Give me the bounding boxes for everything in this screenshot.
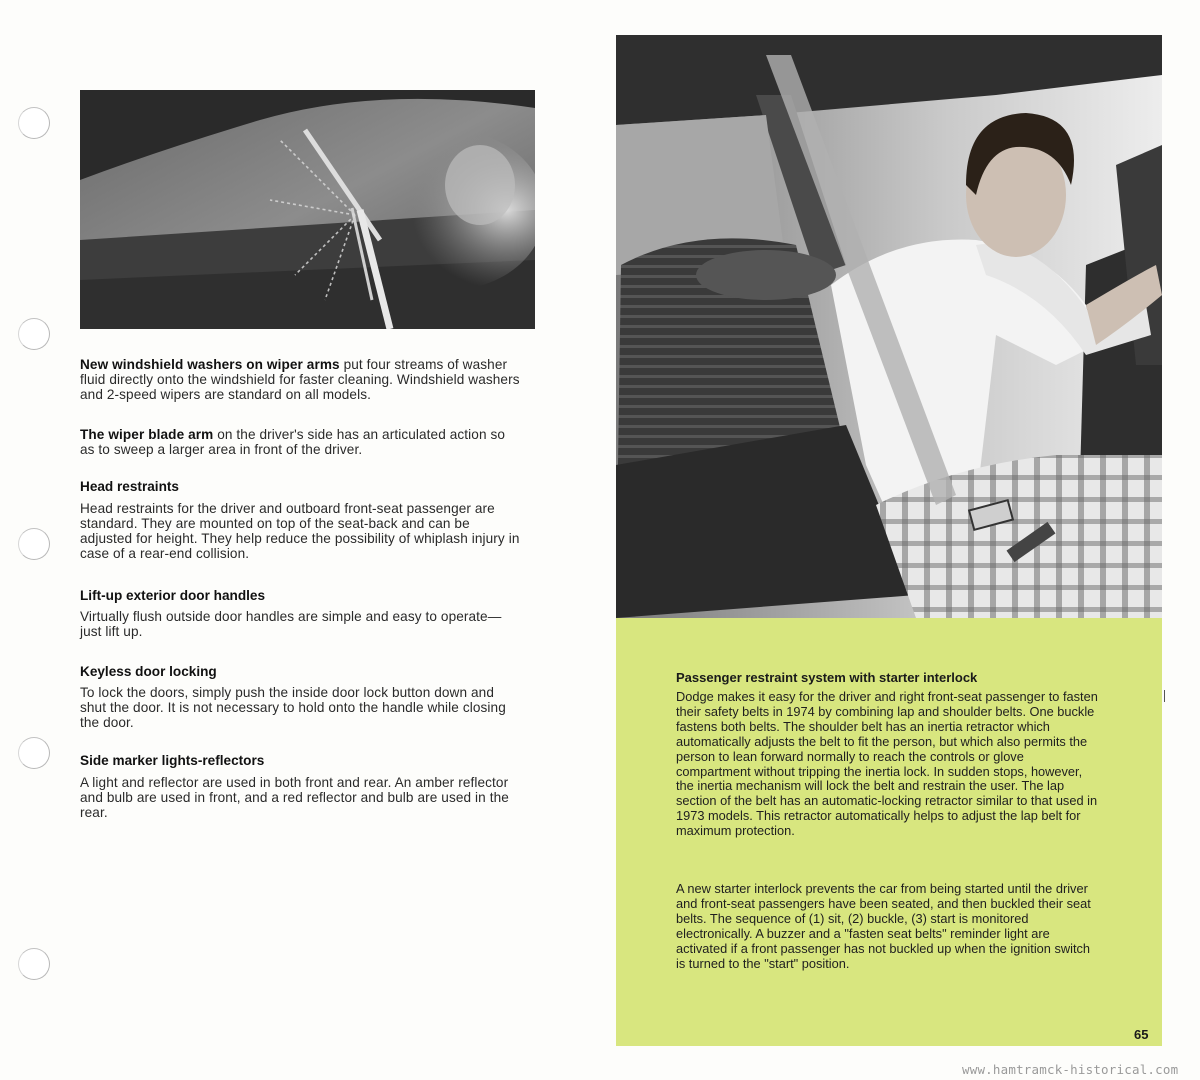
restraint-system-paragraph-2: A new starter interlock prevents the car from being started until the driver and front-seat passengers have been seated, and then buckled their seat belts. The sequence of (1) sit, (2) buckle, (3) start is monitored electronically. A buzzer and a "fasten seat belts" reminder light are activated if a front passenger has not buckled up when the ignition switch is turned to the "start" position. xyxy=(676,881,1091,971)
washers-lead: New windshield washers on wiper arms xyxy=(80,357,340,372)
side-marker-paragraph: A light and reflector are used in both front and rear. An amber reflector and bulb are used in front, and a red reflector and bulb are used in the rear. xyxy=(80,775,509,820)
binder-hole xyxy=(18,528,50,560)
binder-hole xyxy=(18,948,50,980)
keyless-locking-paragraph: To lock the doors, simply push the inside door lock button down and shut the door. It is not necessary to hold onto the handle while closing the door. xyxy=(80,685,506,730)
restraint-system-paragraph-1: Dodge makes it easy for the driver and right front-seat passenger to fasten their safety belts in 1974 by combining lap and shoulder belts. One buckle fastens both belts. The shoulder belt has an inertia retractor which automatically adjusts the belt to fit the person, but which also permits the person to lean forward normally to reach the controls or glove compartment without tripping the inertia lock. In sudden stops, however, the inertia mechanism will lock the belt and restrain the user. The lap section of the belt has an automatic-locking retractor similar to that used in 1973 models. This retractor automatically helps to adjust the lap belt for maximum protection. xyxy=(676,689,1098,839)
margin-tick xyxy=(1164,690,1165,702)
wiper-arm-paragraph xyxy=(80,427,520,457)
binder-hole xyxy=(18,737,50,769)
door-handles-paragraph: Virtually flush outside door handles are simple and easy to operate—just lift up. xyxy=(80,609,502,639)
restraint-system-title: Passenger restraint system with starter interlock xyxy=(676,670,978,685)
head-restraints-paragraph: Head restraints for the driver and outboard front-seat passenger are standard. They are mounted on top of the seat-back and can be adjusted for height. They help reduce the possibility of whiplash injury in case of a rear-end collision. xyxy=(80,501,520,561)
restraint-system-panel xyxy=(616,618,1162,1046)
side-marker-heading: Side marker lights-reflectors xyxy=(80,753,265,768)
washers-paragraph xyxy=(80,357,520,402)
seat-belt-photo xyxy=(616,35,1162,618)
binder-hole xyxy=(18,107,50,139)
binder-hole xyxy=(18,318,50,350)
head-restraints-heading: Head restraints xyxy=(80,479,179,494)
source-watermark-url: www.hamtramck-historical.com xyxy=(962,1062,1179,1077)
wiper-arm-body: on the driver's side has an articulated action so as to sweep a larger area in front of the driver. xyxy=(80,427,506,457)
page-number: 65 xyxy=(1134,1027,1149,1042)
windshield-washer-photo xyxy=(80,90,535,329)
door-handles-heading: Lift-up exterior door handles xyxy=(80,588,266,603)
washers-body: put four streams of washer fluid directly onto the windshield for faster cleaning. Windshield washers and 2-speed wipers are standard on all models. xyxy=(80,357,520,402)
keyless-locking-heading: Keyless door locking xyxy=(80,664,217,679)
wiper-arm-lead: The wiper blade arm xyxy=(80,427,214,442)
